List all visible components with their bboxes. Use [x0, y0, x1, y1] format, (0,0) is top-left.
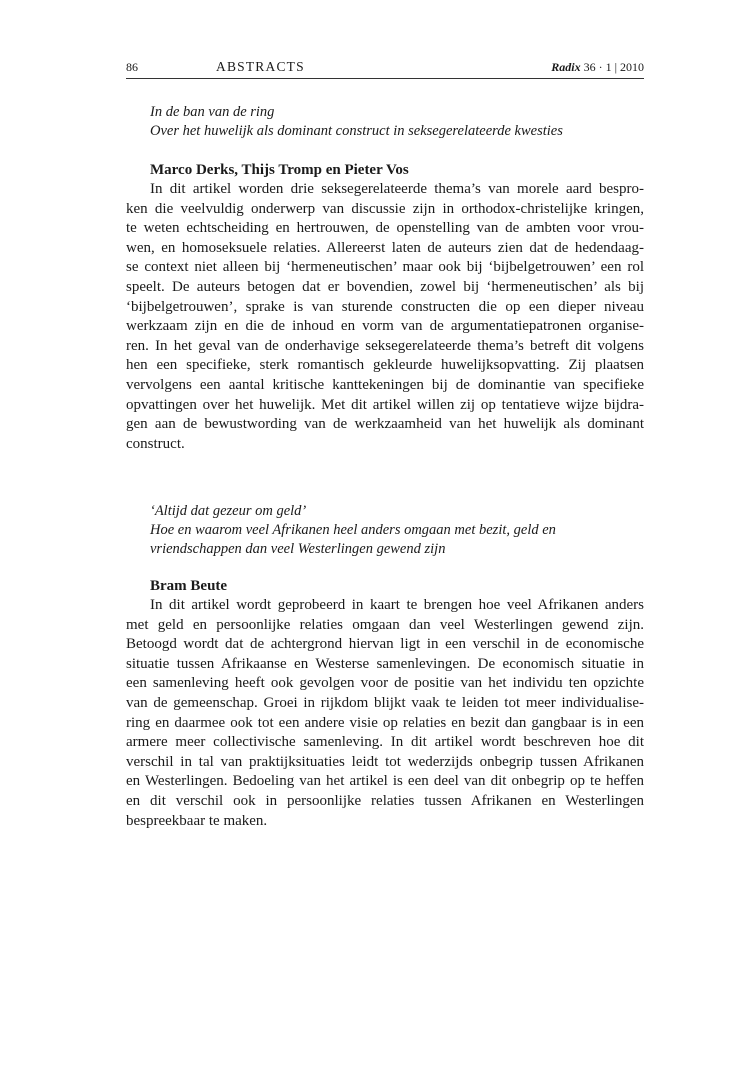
- body-line: te weten echtscheiding en hertrouwen, de openstelling van de ambten voor vrou-: [126, 220, 644, 237]
- body-line: gen aan de bewustwording van de werkzaamheid van het huwelijk als dominant: [126, 416, 644, 433]
- body-line: en dit verschil ook in persoonlijke relaties tussen Afrikanen en Westerlingen: [126, 792, 644, 809]
- body-line: bespreekbaar te maken.: [126, 812, 268, 829]
- body-line: wen, en homoseksuele relaties. Allereerst laten de auteurs zien dat de hedendaag-: [126, 239, 644, 256]
- title-line: In de ban van de ring: [150, 104, 275, 120]
- body-line: vervolgens een aantal kritische kanttekeningen bij de dominantie van specifieke: [126, 376, 644, 393]
- title-line: ‘Altijd dat gezeur om geld’: [150, 503, 307, 519]
- subtitle-line: vriendschappen dan veel Westerlingen gewend zijn: [150, 541, 446, 557]
- abstract-body: [126, 596, 644, 831]
- header-rule: [126, 78, 644, 79]
- body-line: een samenleving heeft ook gevolgen voor de positie van het individu ten opzichte: [126, 675, 644, 692]
- body-line: van de gemeenschap. Groei in rijkdom blijkt vaak te leiden tot meer individualise-: [126, 694, 644, 711]
- section-title: ABSTRACTS: [216, 59, 305, 74]
- body-line: ring en daarmee ook tot een andere visie op relaties en bezit dan gangbaar is in een: [126, 714, 644, 731]
- abstract-title: [150, 103, 563, 141]
- abstract-title: [150, 502, 556, 559]
- subtitle-line: Over het huwelijk als dominant construct in seksegerelateerde kwesties: [150, 123, 563, 139]
- journal-reference: [551, 60, 644, 75]
- body-line: ‘bijbelgetrouwen’, sprake is van sturende constructen die op een dieper niveau: [126, 298, 644, 315]
- body-line: en Westerlingen. Bedoeling van het artikel is een deel van dit onbegrip op te heffen: [126, 773, 644, 790]
- body-line: ren. In het geval van de onderhavige seksegerelateerde thema’s betreft dit volgens: [126, 337, 644, 354]
- page-number: 86: [126, 60, 138, 74]
- body-line: se context niet alleen bij ‘hermeneutischen’ maar ook bij ‘bijbelgetrouwen’ een rol: [126, 259, 644, 276]
- body-line: opvattingen over het huwelijk. Met dit artikel willen zij op tentatieve wijze bijdra-: [126, 396, 644, 413]
- running-header: [126, 60, 644, 80]
- body-line: ken die veelvuldig onderwerp van discussie zijn in orthodox-christelijke kringen,: [126, 200, 644, 217]
- body-line: verschil in tal van praktijksituaties leidt tot wederzijds onbegrip tussen Afrikanen: [126, 753, 644, 770]
- body-line: speelt. De auteurs betogen dat er bovendien, zowel bij ‘hermeneutischen’ als bij: [126, 278, 644, 295]
- body-line: armere meer collectivische samenleving. In dit artikel wordt beschreven hoe dit: [126, 734, 644, 751]
- journal-issue: 36 · 1 | 2010: [583, 60, 644, 74]
- body-line: met geld en persoonlijke relaties omgaan dan veel Westerlingen gewend zijn.: [126, 616, 644, 633]
- journal-name: Radix: [551, 60, 581, 74]
- body-line: construct.: [126, 435, 185, 452]
- abstract-authors: Marco Derks, Thijs Tromp en Pieter Vos: [150, 162, 409, 178]
- body-line: werkzaam zijn en die de inhoud en vorm van de argumentatiepatronen organise-: [126, 318, 644, 335]
- body-line: hen een specifieke, sterk romantisch gekleurde huwelijksopvatting. Zij plaatsen: [126, 357, 644, 374]
- body-line: Betoogd wordt dat de achtergrond hiervan ligt in een verschil in de economische: [126, 636, 644, 653]
- abstract-body: [126, 180, 644, 454]
- subtitle-line: Hoe en waarom veel Afrikanen heel anders omgaan met bezit, geld en: [150, 522, 556, 538]
- body-line: In dit artikel worden drie seksegerelateerde thema’s van morele aard bespro-: [150, 181, 644, 197]
- abstract-authors: Bram Beute: [150, 578, 228, 594]
- body-line: situatie tussen Afrikaanse en Westerse samenlevingen. De economisch situatie in: [126, 655, 644, 672]
- body-line: In dit artikel wordt geprobeerd in kaart te brengen hoe veel Afrikanen anders: [150, 597, 644, 613]
